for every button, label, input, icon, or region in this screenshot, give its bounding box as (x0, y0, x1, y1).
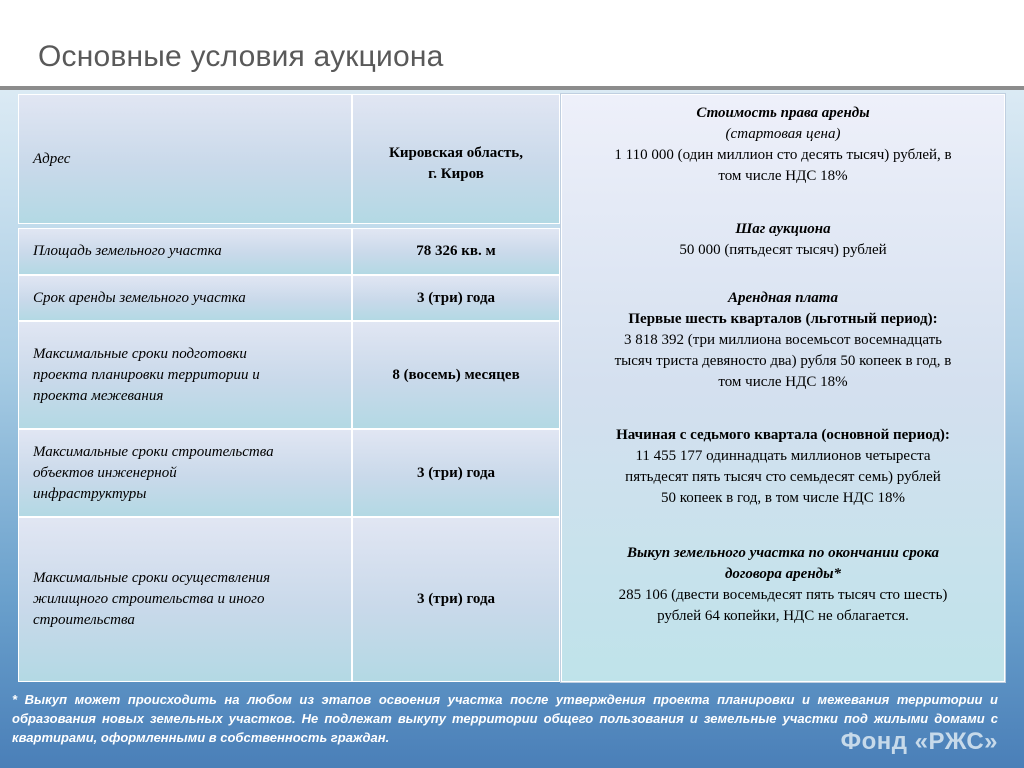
row-value-infrastructure: 3 (три) года (352, 429, 560, 517)
row-label-planning: Максимальные сроки подготовки проекта планировки территории и проекта межевания (18, 321, 352, 429)
row-label-address: Адрес (18, 94, 352, 224)
row-label-housing: Максимальные сроки осуществления жилищного строительства и иного строительства (18, 517, 352, 682)
lease-main-period-block: Начиная с седьмого квартала (основной период): 11 455 177 одиннадцать миллионов четыреста пятьдесят пять тысяч сто семьдесят семь) рублей 50 копеек в год, в том числе НДС 18% (616, 427, 950, 506)
row-label-area: Площадь земельного участка (18, 228, 352, 275)
lease-payment-block: Арендная плата Первые шесть кварталов (льготный период): 3 818 392 (три миллиона восемьсот восемнадцать тысяч триста девяносто два) рубля 50 копеек в год, в том числе НДС 18% (614, 290, 952, 390)
row-value-area: 78 326 кв. м (352, 228, 560, 275)
brand-logo: Фонд «РЖС» (840, 728, 998, 755)
row-label-infrastructure: Максимальные сроки строительства объектов инженерной инфраструктуры (18, 429, 352, 517)
row-value-lease-term: 3 (три) года (352, 275, 560, 321)
rent-cost-block: Стоимость права аренды (стартовая цена) 1 110 000 (один миллион сто десять тысяч) рублей, в том числе НДС 18% (614, 105, 952, 184)
auction-step-block: Шаг аукциона 50 000 (пятьдесят тысяч) рублей (679, 221, 887, 258)
buyout-block: Выкуп земельного участка по окончании срока договора аренды* 285 106 (двести восемьдесят пять тысяч сто шесть) рублей 64 копейки, НДС не облагается. (618, 545, 948, 624)
title-divider (0, 86, 1024, 90)
page-title: Основные условия аукциона (38, 40, 444, 73)
row-label-lease-term: Срок аренды земельного участка (18, 275, 352, 321)
row-value-housing: 3 (три) года (352, 517, 560, 682)
row-value-address: Кировская область, г. Киров (352, 94, 560, 224)
conditions-panel (561, 94, 1005, 682)
footnote: * Выкуп может происходить на любом из этапов освоения участка после утверждения проекта планировки и межевания территории и образования новых земельных участков. Не подлежат выкупу территории общего пользования и земельные участки под жилыми домами с квартирами, оформленными в собственность граждан. (12, 692, 998, 745)
row-value-planning: 8 (восемь) месяцев (352, 321, 560, 429)
